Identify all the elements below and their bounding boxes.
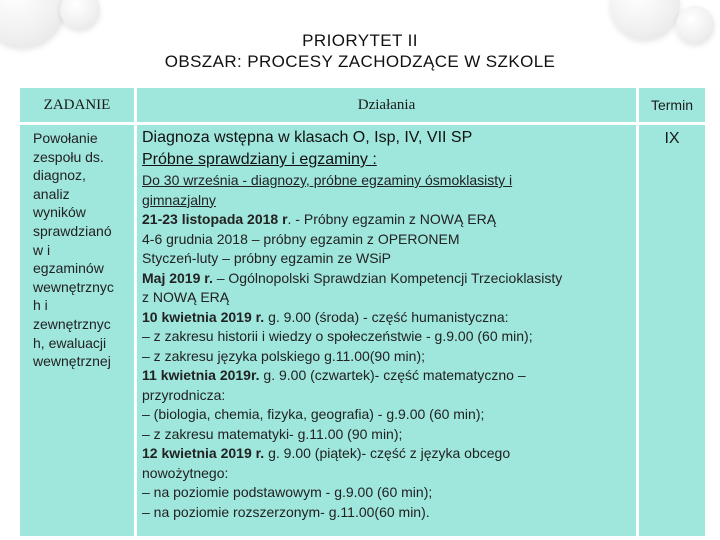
header-zadanie	[20, 88, 134, 122]
activity-line: z NOWĄ ERĄ	[142, 289, 230, 305]
slide-title	[0, 30, 720, 72]
header-dzialania-label: Działania	[357, 96, 416, 113]
activity-text: g. 9.00 (piątek)- część z języka obcego	[264, 445, 511, 461]
date-bold: 12 kwietnia 2019 r.	[142, 445, 265, 461]
termin-cell	[639, 125, 705, 536]
decor-circle	[60, 0, 100, 30]
title-line-1: PRIORYTET II	[302, 31, 418, 50]
header-zadanie-label: ZADANIE	[43, 96, 111, 113]
activity-line	[142, 444, 632, 464]
header-termin-label: Termin	[650, 97, 693, 113]
date-bold: Maj 2019 r.	[142, 269, 213, 286]
activity-line: Styczeń-luty – próbny egzamin ze WSiP	[142, 250, 391, 266]
zadanie-cell: Powołanie zespołu ds. diagnoz, analiz wyników sprawdzianó w i egzaminów wewnętrznyc h i zewnętrznyc h, ewaluacji wewnętrznej	[20, 125, 134, 536]
activity-line: – (biologia, chemia, fizyka, geografia) - g.9.00 (60 min);	[142, 406, 485, 422]
activity-line: 4-6 grudnia 2018 – próbny egzamin z OPERONEM	[142, 230, 460, 247]
activity-text: – Ogólnopolski Sprawdzian Kompetencji Trzecioklasisty	[212, 269, 563, 286]
dzialania-cell	[137, 125, 636, 536]
activity-line: – na poziomie rozszerzonym- g.11.00(60 min).	[142, 503, 430, 520]
date-bold: 11 kwietnia 2019r.	[142, 367, 260, 383]
diagnosis-heading: Diagnoza wstępna w klasach O, Isp, IV, VII SP	[142, 129, 473, 146]
activity-line: gimnazjalny	[142, 191, 216, 208]
activity-line: przyrodnicza:	[142, 386, 226, 403]
activity-line	[142, 366, 632, 386]
date-bold: 21-23 listopada 2018 r	[142, 211, 288, 227]
priority-table	[20, 88, 705, 536]
termin-value: IX	[664, 130, 680, 147]
activity-text: g. 9.00 (środa) - część humanistyczna:	[264, 308, 509, 325]
activity-line: – z zakresu języka polskiego g.11.00(90 min);	[142, 347, 425, 364]
activity-text: g. 9.00 (czwartek)- część matematyczno –	[259, 367, 526, 383]
exams-heading: Próbne sprawdziany i egzaminy :	[142, 151, 377, 168]
title-line-2: OBSZAR: PROCESY ZACHODZĄCE W SZKOLE	[164, 52, 556, 71]
activity-line	[142, 269, 632, 289]
header-termin	[639, 88, 705, 122]
activity-line: – na poziomie podstawowym - g.9.00 (60 min);	[142, 484, 433, 500]
activity-line: – z zakresu historii i wiedzy o społeczeństwie - g.9.00 (60 min);	[142, 328, 533, 344]
activity-text: . - Próbny egzamin z NOWĄ ERĄ	[287, 211, 497, 227]
header-dzialania	[137, 88, 636, 122]
activity-line: – z zakresu matematyki- g.11.00 (90 min);	[142, 425, 403, 442]
activity-line	[142, 308, 632, 328]
activity-line: nowożytnego:	[142, 464, 229, 481]
activity-line	[142, 210, 632, 230]
activity-line: Do 30 września - diagnozy, próbne egzaminy ósmoklasisty i	[142, 172, 513, 188]
date-bold: 10 kwietnia 2019 r.	[142, 308, 265, 325]
